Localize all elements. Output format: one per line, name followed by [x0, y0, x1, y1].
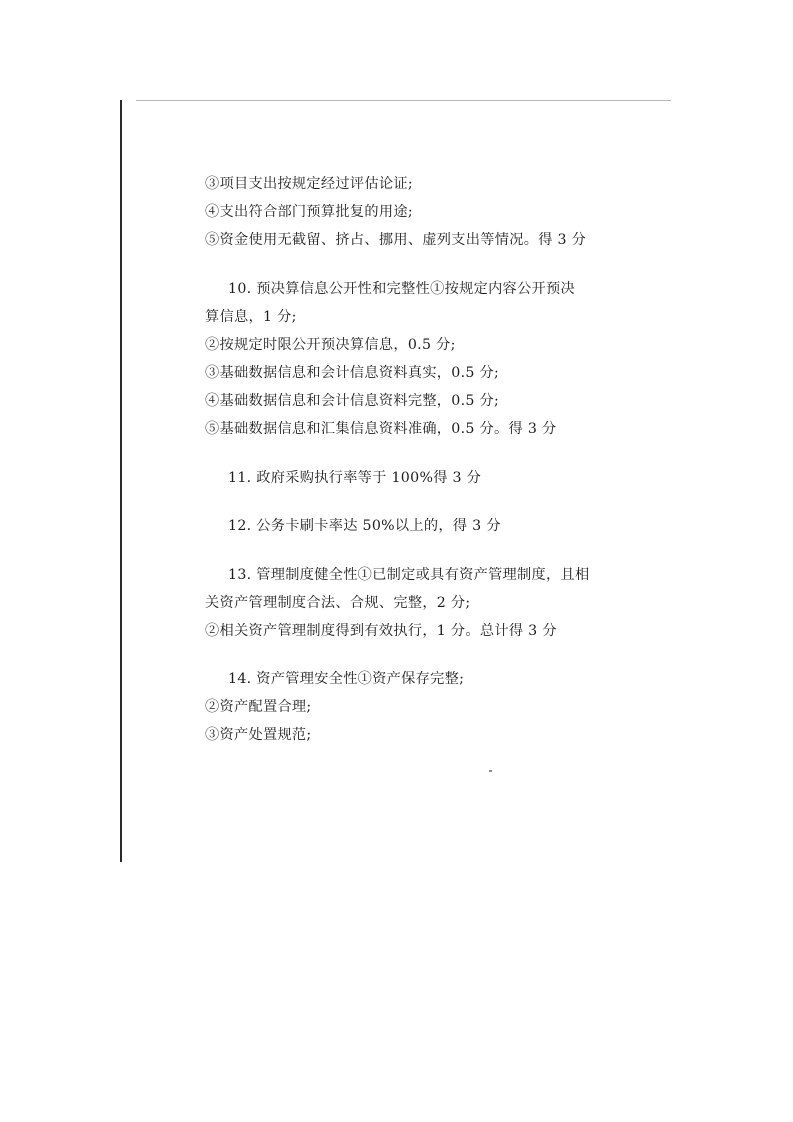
text-line: ③资产处置规范; [205, 727, 312, 743]
item-10-heading: 10. 预决算信息公开性和完整性①按规定内容公开预决 [228, 281, 575, 297]
item-13-heading: 13. 管理制度健全性①已制定或具有资产管理制度，且相 [228, 567, 590, 583]
scan-top-border [136, 100, 671, 101]
item-11-heading: 11. 政府采购执行率等于 100%得 3 分 [228, 470, 482, 486]
text-line: ⑤基础数据信息和汇集信息资料准确，0.5 分。得 3 分 [205, 421, 557, 437]
item-14-heading: 14. 资产管理安全性①资产保存完整; [228, 671, 465, 687]
text-line: 关资产管理制度合法、合规、完整，2 分; [205, 595, 471, 611]
text-line: ④支出符合部门预算批复的用途; [205, 204, 413, 220]
item-12-heading: 12. 公务卡刷卡率达 50%以上的，得 3 分 [228, 518, 501, 534]
text-line: ②资产配置合理; [205, 699, 312, 715]
text-line: ③基础数据信息和会计信息资料真实，0.5 分; [205, 365, 500, 381]
text-line: ③项目支出按规定经过评估论证; [205, 176, 413, 192]
scan-left-border [120, 100, 122, 862]
text-line: ⑤资金使用无截留、挤占、挪用、虚列支出等情况。得 3 分 [205, 232, 587, 248]
text-line: ②按规定时限公开预决算信息，0.5 分; [205, 337, 456, 353]
scan-speck [489, 770, 492, 772]
text-line: 算信息，1 分; [205, 309, 297, 325]
text-line: ④基础数据信息和会计信息资料完整，0.5 分; [205, 393, 500, 409]
text-line: ②相关资产管理制度得到有效执行，1 分。总计得 3 分 [205, 623, 557, 639]
